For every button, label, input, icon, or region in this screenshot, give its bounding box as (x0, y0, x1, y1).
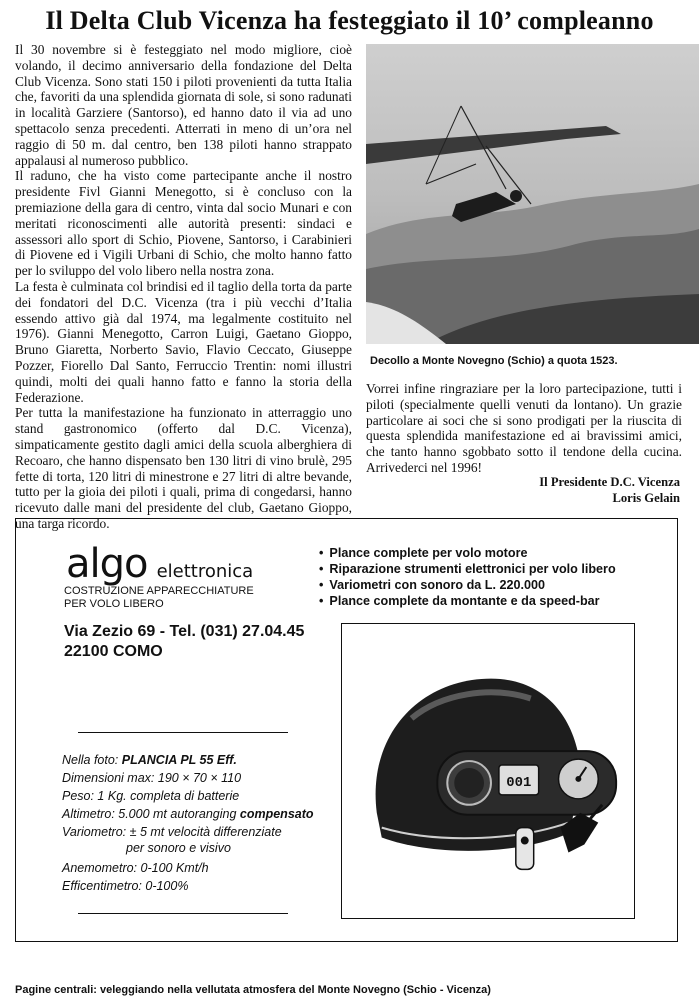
brand-subtitle: elettronica (156, 561, 254, 582)
hang-glider-illustration (366, 44, 699, 344)
spec-photo-label: Nella foto: (62, 753, 119, 767)
spec-altimeter (62, 805, 362, 823)
article-headline: Il Delta Club Vicenza ha festeggiato il 10’ compleanno (45, 6, 654, 35)
spec-dimensions: Dimensioni max: 190 × 70 × 110 (62, 771, 242, 785)
article-paragraph: Il 30 novembre si è festeggiato nel modo migliore, cioè volando, il decimo anniversario della fondazione del Delta Club Vicenza. Sono stati 150 i piloti provenienti da tutta Italia che, favoriti da una splendida giornata di sole, si sono radunati in località Garziere (Santorso), ed hanno dato il via ad uno spettacolo senza precedenti. Atterrati in meno di un’ora nel raggio di 50 m. dal centro, ben 138 piloti hanno strappato appalausi al numeroso pubblico. (15, 42, 352, 168)
feature-item: • Variometri con sonoro da L. 220.000 (319, 577, 659, 593)
spec-anemometer: Anemometro: 0-100 Kmt/h (62, 861, 209, 875)
address-city: 22100 COMO (64, 643, 163, 660)
signature (366, 474, 680, 506)
divider (78, 732, 288, 733)
signature-name: Loris Gelain (612, 491, 680, 505)
tagline-line: PER VOLO LIBERO (64, 598, 164, 610)
tagline-line: COSTRUZIONE APPARECCHIATURE (64, 585, 254, 597)
contact-address (64, 622, 304, 662)
brand-tagline (64, 585, 324, 611)
brand-name: algo (66, 541, 148, 587)
feature-item: • Riparazione strumenti elettronici per volo libero (319, 561, 659, 577)
helmet-instrument-photo (341, 623, 635, 919)
signature-role: Il Presidente D.C. Vicenza (539, 475, 680, 489)
feature-list (319, 545, 659, 609)
feature-item: • Plance complete per volo motore (319, 545, 659, 561)
article-closing: Vorrei infine ringraziare per la loro partecipazione, tutti i piloti (specialmente quelli venuti da lontano). Un grazie particolare ai soci che si sono prodigati per la riuscita di questa splendida manifestazione ed ai bravissimi amici, che tanto hanno sgobbato sotto il tendone della cucina. Arrivederci nel 1996! (366, 381, 682, 475)
spec-altimeter-bold: compensato (239, 807, 314, 821)
article-body (15, 42, 352, 532)
hang-glider-photo (366, 44, 699, 344)
footer-caption: Pagine centrali: veleggiando nella vellutata atmosfera del Monte Novegno (Schio - Vicenza) (15, 984, 491, 996)
article-paragraph: Per tutta la manifestazione ha funzionato in atterraggio uno stand gastronomico (offerto dal D.C. Vicenza), simpaticamente gestito dagli amici della scuola alberghiera di Recoaro, che hanno dispensato ben 130 litri di vino brulè, 295 fette di torta, 120 litri di minestrone e 27 litri di altre bevande, tutto per la gioia dei piloti i quali, prima di congedarsi, hanno ricevuto dalle mani del presidente del club, Gaetano Gioppo, una targa ricordo. (15, 405, 352, 531)
feature-item: • Plance complete da montante e da speed-bar (319, 593, 659, 609)
spec-weight: Peso: 1 Kg. completa di batterie (62, 789, 240, 803)
spec-photo-value: PLANCIA PL 55 Eff. (121, 753, 237, 767)
helmet-illustration (342, 624, 634, 918)
article-paragraph: La festa è culminata col brindisi ed il taglio della torta da parte dei fondatori del D.C. Vicenza (tra i più vecchi d’Italia essendo attivo già dal 1974, ma legalmente costituito nel 1976). Gianni Menegotto, Carron Luigi, Gaetano Gioppo, Bruno Giaretta, Norberto Savio, Flavio Ceccato, Giuseppe Pozzer, Fiorello Dal Santo, Ferruccio Trentin: nomi illustri quindi, molti dei quali hanno fatto e fanno la storia della Federazione. (15, 278, 352, 405)
address-street-phone: Via Zezio 69 - Tel. (031) 27.04.45 (64, 623, 305, 640)
spec-variometer-cont: per sonoro e visivo (126, 841, 231, 855)
photo-caption: Decollo a Monte Novegno (Schio) a quota 1523. (370, 355, 618, 367)
article-paragraph: Il raduno, che ha visto come partecipante anche il nostro presidente Fivl Gianni Menegotto, si è concluso con la premiazione della gara di centro, vinta dal socio Munari e con meritati riconoscimenti alle autorità presenti: sindaci e assessori allo sport di Schio, Piovene, Santorso, i Carabinieri di Piovene ed i Vigili Urbani di Schio, che molto hanno fatto per lo sviluppo del volo libero nella nostra zona. (15, 168, 352, 279)
display-readout: 001 (506, 774, 532, 791)
brand-logo (66, 541, 253, 587)
divider (78, 913, 288, 914)
spec-variometer: Variometro: ± 5 mt velocità differenziate (62, 825, 282, 839)
product-specs (62, 751, 362, 895)
spec-altimeter-text: Altimetro: 5.000 mt autoranging (62, 807, 237, 821)
advertisement (15, 518, 678, 942)
spec-efficiency: Efficentimetro: 0-100% (62, 879, 189, 893)
spec-photo (62, 751, 362, 769)
